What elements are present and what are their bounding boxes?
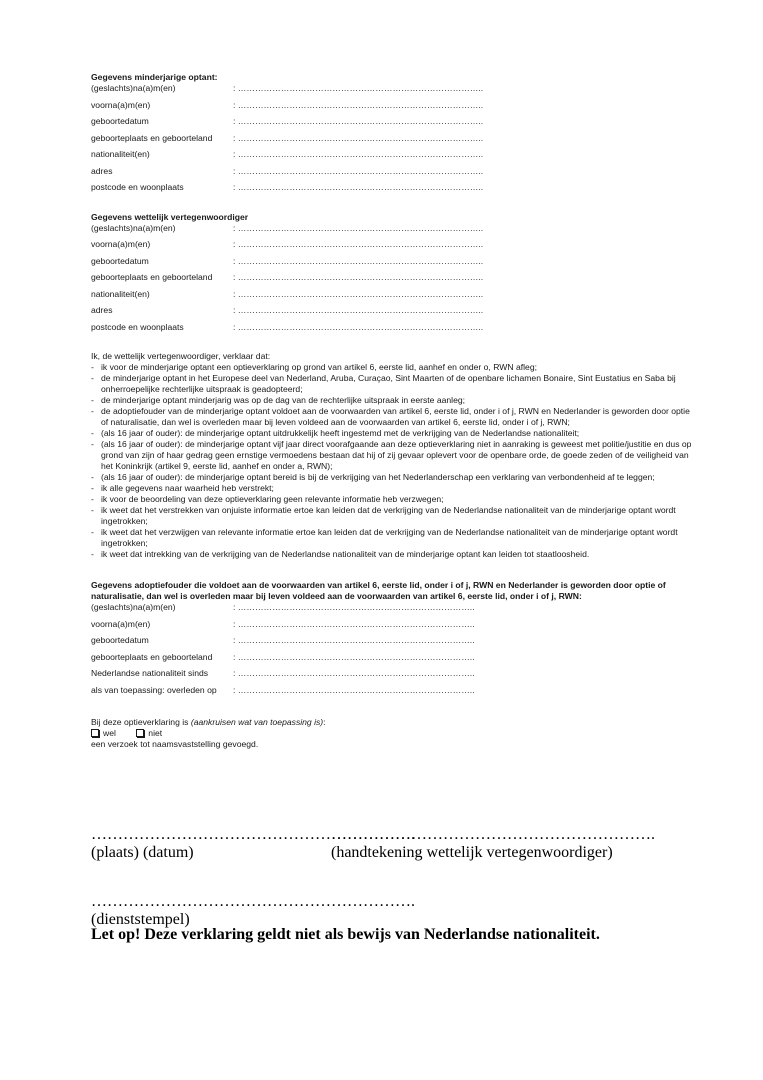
option-wel[interactable]: [91, 728, 116, 738]
stamp-block: [91, 893, 415, 929]
field-label: Nederlandse nationaliteit sinds: [91, 668, 209, 678]
option-niet-label: niet: [148, 728, 163, 738]
field-input-line[interactable]: : …………………………………………………………………………..: [233, 255, 484, 266]
adoptive-parent-section: [91, 580, 703, 701]
field-input-line[interactable]: : …………………………………………………………………………..: [233, 272, 484, 282]
attachment-closing: een verzoek tot naamsvaststelling gevoegd.: [91, 739, 259, 749]
declaration-item: [91, 549, 703, 560]
list-dash: -: [91, 505, 94, 515]
guardian-section: [91, 212, 703, 339]
name-request-section: [91, 717, 703, 750]
stamp-label: (dienststempel): [91, 911, 190, 928]
field-label: postcode en woonplaats: [91, 182, 184, 192]
field-input-line[interactable]: : …………………………………………………………………………..: [233, 149, 484, 159]
signature-line[interactable]: …………………………………………………….: [331, 826, 655, 843]
minor-field-row: [91, 182, 703, 199]
guardian-field-row: [91, 223, 703, 240]
adoptive-field-row: [91, 685, 703, 702]
field-label: postcode en woonplaats: [91, 321, 184, 332]
minor-heading: Gegevens minderjarige optant:: [91, 72, 218, 82]
option-wel-label: wel: [103, 728, 116, 738]
declaration-item: [91, 494, 703, 505]
declaration-item: [91, 395, 703, 406]
field-input-line[interactable]: : …………………………………………………………………………..: [233, 239, 484, 249]
guardian-field-row: [91, 305, 703, 322]
declaration-intro: Ik, de wettelijk vertegenwoordiger, verklaar dat:: [91, 351, 271, 361]
field-label: adres: [91, 305, 113, 315]
declaration-text: (als 16 jaar of ouder): de minderjarige optant vijf jaar direct voorafgaande aan deze optieverklaring niet in aanraking is geweest met politie/justitie en dus op grond van zijn of haar gedrag geen ernstige vermoedens bestaan dat hij of zij gevaar oplevert voor de openbare orde, de goede zeden of de veiligheid van het Koninkrijk (artikel 9, eerste lid, aanhef en onder a, RWN);: [101, 439, 692, 471]
declaration-text: ik voor de minderjarige optant een optieverklaring op grond van artikel 6, eerste lid, aanhef en onder o, RWN afleg;: [101, 362, 537, 372]
declaration-section: [91, 351, 703, 560]
guardian-field-row: [91, 256, 703, 273]
field-label: geboorteplaats en geboorteland: [91, 132, 213, 143]
attachment-question: [91, 717, 703, 728]
field-input-line[interactable]: : ………………………………………………………………………..: [233, 668, 475, 678]
guardian-heading: Gegevens wettelijk vertegenwoordiger: [91, 211, 249, 222]
declaration-item: [91, 406, 703, 428]
field-label: nationaliteit(en): [91, 149, 150, 159]
list-dash: -: [91, 395, 94, 405]
field-label: geboorteplaats en geboorteland: [91, 651, 213, 662]
declaration-item: [91, 373, 703, 395]
field-input-line[interactable]: : ………………………………………………………………………..: [233, 618, 475, 629]
minor-field-row: [91, 116, 703, 133]
minor-field-row: [91, 166, 703, 183]
guardian-field-row: [91, 239, 703, 256]
declaration-text: (als 16 jaar of ouder): de minderjarige optant bereid is bij de verkrijging van het Nederlanderschap een verklaring van verbondenheid af te leggen;: [101, 472, 655, 482]
field-input-line[interactable]: : …………………………………………………………………………..: [233, 99, 484, 110]
field-label: als van toepassing: overleden op: [91, 684, 217, 695]
signature-label: (handtekening wettelijk vertegenwoordiger): [331, 844, 613, 861]
field-label: nationaliteit(en): [91, 288, 150, 299]
checkbox-icon[interactable]: [136, 729, 144, 737]
adoptive-field-row: [91, 635, 703, 652]
place-date-label: (plaats) (datum): [91, 844, 194, 861]
stamp-line[interactable]: …………………………………………………….: [91, 893, 415, 910]
option-niet[interactable]: [136, 728, 162, 738]
adoptive-field-row: [91, 652, 703, 669]
field-input-line[interactable]: : ………………………………………………………………………..: [233, 684, 475, 695]
field-label: voorna(a)m(en): [91, 239, 151, 249]
minor-section: [91, 72, 703, 199]
declaration-text: ik weet dat het verstrekken van onjuiste informatie ertoe kan leiden dat de verkrijging van de Nederlandse nationaliteit van de minderjarige optant wordt ingetrokken;: [101, 505, 676, 526]
list-dash: -: [91, 527, 94, 537]
list-dash: -: [91, 406, 94, 416]
declaration-text: de minderjarige optant minderjarig was op de dag van de rechterlijke uitspraak in eerste aanleg;: [101, 395, 466, 405]
minor-field-row: [91, 100, 703, 117]
field-label: voorna(a)m(en): [91, 99, 151, 110]
declaration-text: (als 16 jaar of ouder): de minderjarige optant uitdrukkelijk heeft ingestemd met de verkrijging van de Nederlandse nationaliteit;: [101, 428, 580, 438]
field-input-line[interactable]: : …………………………………………………………………………..: [233, 305, 484, 315]
declaration-item: [91, 439, 703, 472]
declaration-text: ik weet dat intrekking van de verkrijging van de Nederlandse nationaliteit van de minderjarige optant kan leiden tot staatloosheid.: [101, 549, 590, 559]
list-dash: -: [91, 439, 94, 449]
field-input-line[interactable]: : …………………………………………………………………………..: [233, 222, 484, 233]
list-dash: -: [91, 472, 94, 482]
field-input-line[interactable]: : …………………………………………………………………………..: [233, 165, 484, 176]
adoptive-field-row: [91, 619, 703, 636]
declaration-text: ik voor de beoordeling van deze optieverklaring geen relevante informatie heb verzwegen;: [101, 494, 444, 504]
declaration-item: [91, 362, 703, 373]
declaration-item: [91, 505, 703, 527]
field-input-line[interactable]: : …………………………………………………………………………..: [233, 288, 484, 299]
field-label: geboortedatum: [91, 635, 149, 645]
field-input-line[interactable]: : …………………………………………………………………………..: [233, 116, 484, 126]
attachment-hint: (aankruisen wat van toepassing is): [190, 717, 324, 727]
attachment-prefix: Bij deze optieverklaring is: [91, 717, 191, 727]
checkbox-icon[interactable]: [91, 729, 99, 737]
field-label: (geslachts)na(a)m(en): [91, 83, 176, 93]
list-dash: -: [91, 362, 94, 372]
list-dash: -: [91, 483, 94, 493]
place-date-line[interactable]: …………………………………………………….: [91, 826, 415, 843]
declaration-text: de minderjarige optant in het Europese deel van Nederland, Aruba, Curaçao, Sint Maarten of de openbare lichamen Bonaire, Sint Eustatius en Saba bij onherroepelijke rechterlijke uitspraak is geadopteerd;: [101, 373, 676, 394]
list-dash: -: [91, 494, 94, 504]
field-label: adres: [91, 165, 113, 176]
guardian-field-row: [91, 322, 703, 339]
adoptive-heading: Gegevens adoptiefouder die voldoet aan de voorwaarden van artikel 6, eerste lid, onder i of j, RWN en Nederlander is geworden door optie of naturalisatie, dan wel is overleden maar bij leven voldeed aan de voorwaarden van artikel 6, eerste lid, onder i of j, RWN:: [91, 580, 666, 601]
guardian-field-row: [91, 289, 703, 306]
field-label: (geslachts)na(a)m(en): [91, 222, 176, 233]
minor-field-row: [91, 149, 703, 166]
declaration-text: ik weet dat het verzwijgen van relevante informatie ertoe kan leiden dat de verkrijging van de Nederlandse nationaliteit van de minderjarige optant wordt ingetrokken;: [101, 527, 678, 548]
declaration-text: ik alle gegevens naar waarheid heb verstrekt;: [101, 483, 274, 493]
declaration-list: [91, 362, 703, 560]
declaration-item: [91, 527, 703, 549]
attachment-suffix: :: [323, 717, 326, 727]
field-label: geboortedatum: [91, 255, 149, 266]
adoptive-field-row: [91, 668, 703, 685]
field-input-line[interactable]: : ………………………………………………………………………..: [233, 651, 475, 662]
field-input-line[interactable]: : …………………………………………………………………………..: [233, 182, 484, 192]
adoptive-field-row: [91, 602, 703, 619]
minor-field-row: [91, 133, 703, 150]
field-input-line[interactable]: : ………………………………………………………………………..: [233, 602, 475, 612]
list-dash: -: [91, 549, 94, 559]
field-label: (geslachts)na(a)m(en): [91, 602, 176, 612]
declaration-item: [91, 483, 703, 494]
field-label: voorna(a)m(en): [91, 618, 151, 629]
field-label: geboortedatum: [91, 116, 149, 126]
guardian-field-row: [91, 272, 703, 289]
field-input-line[interactable]: : …………………………………………………………………………..: [233, 83, 484, 93]
declaration-item: [91, 428, 703, 439]
field-input-line[interactable]: : ………………………………………………………………………..: [233, 635, 475, 645]
field-input-line[interactable]: : …………………………………………………………………………..: [233, 132, 484, 143]
declaration-item: [91, 472, 703, 483]
field-label: geboorteplaats en geboorteland: [91, 272, 213, 282]
field-input-line[interactable]: : …………………………………………………………………………..: [233, 321, 484, 332]
warning-note: Let op! Deze verklaring geldt niet als bewijs van Nederlandse nationaliteit.: [91, 926, 600, 943]
list-dash: -: [91, 428, 94, 438]
minor-field-row: [91, 83, 703, 100]
declaration-text: de adoptiefouder van de minderjarige optant voldoet aan de voorwaarden van artikel 6, eerste lid, onder i of j, RWN en Nederlander is geworden door optie of naturalisatie, dan wel is overleden maar bij leven voldeed aan de voorwaarden van artikel 6, eerste lid, onder i of j, RWN;: [101, 406, 690, 427]
signature-block: [331, 826, 655, 862]
list-dash: -: [91, 373, 94, 383]
checkbox-options: [91, 728, 703, 739]
